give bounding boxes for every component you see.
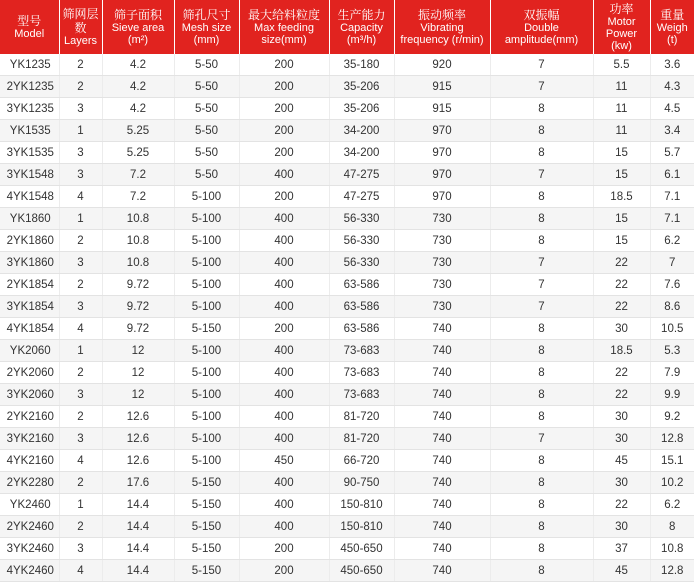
cell-mesh-size: 5-150: [174, 318, 239, 340]
cell-weight: 4.5: [650, 98, 694, 120]
cell-capacity: 81-720: [329, 406, 394, 428]
cell-layers: 2: [59, 274, 102, 296]
cell-capacity: 34-200: [329, 120, 394, 142]
cell-max-feeding-size: 400: [239, 208, 329, 230]
cell-motor-power: 15: [593, 230, 650, 252]
cell-max-feeding-size: 400: [239, 164, 329, 186]
header-model-en: Model: [14, 28, 45, 40]
header-capacity-zh: 生产能力: [337, 8, 386, 22]
cell-model: 3YK1854: [0, 296, 59, 318]
cell-model: 3YK2460: [0, 538, 59, 560]
header-capacity: [329, 0, 394, 54]
table-row: [0, 538, 694, 560]
table-row: [0, 318, 694, 340]
cell-weight: 6.2: [650, 230, 694, 252]
header-layers: [59, 0, 102, 54]
cell-max-feeding-size: 200: [239, 120, 329, 142]
cell-mesh-size: 5-150: [174, 538, 239, 560]
table-body: [0, 54, 694, 582]
cell-motor-power: 22: [593, 384, 650, 406]
cell-vibrating-frequency: 730: [394, 208, 490, 230]
cell-capacity: 450-650: [329, 560, 394, 582]
cell-vibrating-frequency: 740: [394, 450, 490, 472]
cell-capacity: 450-650: [329, 538, 394, 560]
cell-max-feeding-size: 200: [239, 318, 329, 340]
table-row: [0, 384, 694, 406]
cell-max-feeding-size: 200: [239, 76, 329, 98]
table-row: [0, 274, 694, 296]
table-row: [0, 560, 694, 582]
cell-model: 3YK1535: [0, 142, 59, 164]
cell-sieve-area: 7.2: [102, 186, 174, 208]
table-header: [0, 0, 694, 54]
cell-sieve-area: 4.2: [102, 76, 174, 98]
cell-capacity: 73-683: [329, 340, 394, 362]
cell-model: YK1535: [0, 120, 59, 142]
cell-mesh-size: 5-50: [174, 54, 239, 76]
cell-mesh-size: 5-50: [174, 76, 239, 98]
header-double-amplitude-zh: 双振幅: [523, 8, 560, 22]
cell-double-amplitude: 7: [490, 428, 593, 450]
cell-weight: 9.9: [650, 384, 694, 406]
header-layers-en: Layers: [63, 35, 98, 47]
cell-double-amplitude: 8: [490, 230, 593, 252]
cell-model: YK1235: [0, 54, 59, 76]
cell-max-feeding-size: 400: [239, 362, 329, 384]
cell-double-amplitude: 8: [490, 472, 593, 494]
header-double-amplitude: [490, 0, 593, 54]
cell-motor-power: 45: [593, 560, 650, 582]
cell-layers: 3: [59, 164, 102, 186]
cell-model: 4YK2160: [0, 450, 59, 472]
cell-sieve-area: 10.8: [102, 252, 174, 274]
cell-vibrating-frequency: 915: [394, 76, 490, 98]
cell-motor-power: 15: [593, 164, 650, 186]
table-row: [0, 98, 694, 120]
cell-motor-power: 37: [593, 538, 650, 560]
cell-sieve-area: 4.2: [102, 54, 174, 76]
cell-double-amplitude: 8: [490, 186, 593, 208]
cell-sieve-area: 4.2: [102, 98, 174, 120]
cell-layers: 1: [59, 494, 102, 516]
cell-capacity: 150-810: [329, 494, 394, 516]
cell-vibrating-frequency: 970: [394, 186, 490, 208]
cell-sieve-area: 17.6: [102, 472, 174, 494]
cell-weight: 9.2: [650, 406, 694, 428]
cell-sieve-area: 14.4: [102, 516, 174, 538]
cell-sieve-area: 9.72: [102, 318, 174, 340]
header-mesh-size-en: Mesh size (mm): [181, 22, 232, 46]
cell-capacity: 66-720: [329, 450, 394, 472]
cell-layers: 3: [59, 252, 102, 274]
cell-double-amplitude: 8: [490, 516, 593, 538]
cell-double-amplitude: 8: [490, 384, 593, 406]
cell-vibrating-frequency: 740: [394, 560, 490, 582]
cell-weight: 4.3: [650, 76, 694, 98]
cell-capacity: 73-683: [329, 362, 394, 384]
cell-capacity: 35-206: [329, 98, 394, 120]
table-row: [0, 230, 694, 252]
cell-layers: 1: [59, 208, 102, 230]
table-row: [0, 252, 694, 274]
cell-double-amplitude: 8: [490, 120, 593, 142]
cell-vibrating-frequency: 730: [394, 252, 490, 274]
cell-layers: 1: [59, 340, 102, 362]
cell-vibrating-frequency: 740: [394, 406, 490, 428]
cell-layers: 2: [59, 76, 102, 98]
cell-double-amplitude: 8: [490, 560, 593, 582]
header-model: [0, 0, 59, 54]
cell-double-amplitude: 7: [490, 54, 593, 76]
table-row: [0, 450, 694, 472]
cell-weight: 8.6: [650, 296, 694, 318]
cell-mesh-size: 5-100: [174, 362, 239, 384]
cell-layers: 3: [59, 296, 102, 318]
cell-double-amplitude: 8: [490, 362, 593, 384]
cell-mesh-size: 5-100: [174, 186, 239, 208]
cell-motor-power: 22: [593, 252, 650, 274]
cell-model: YK2060: [0, 340, 59, 362]
cell-layers: 2: [59, 230, 102, 252]
cell-motor-power: 18.5: [593, 186, 650, 208]
cell-sieve-area: 5.25: [102, 120, 174, 142]
cell-motor-power: 18.5: [593, 340, 650, 362]
cell-max-feeding-size: 200: [239, 538, 329, 560]
cell-layers: 3: [59, 538, 102, 560]
header-model-zh: 型号: [17, 14, 42, 28]
cell-weight: 5.3: [650, 340, 694, 362]
cell-vibrating-frequency: 740: [394, 318, 490, 340]
cell-sieve-area: 12.6: [102, 450, 174, 472]
cell-sieve-area: 5.25: [102, 142, 174, 164]
table-row: [0, 428, 694, 450]
cell-weight: 12.8: [650, 560, 694, 582]
cell-vibrating-frequency: 915: [394, 98, 490, 120]
cell-max-feeding-size: 400: [239, 296, 329, 318]
cell-capacity: 35-180: [329, 54, 394, 76]
cell-max-feeding-size: 400: [239, 274, 329, 296]
cell-vibrating-frequency: 740: [394, 362, 490, 384]
cell-layers: 3: [59, 428, 102, 450]
header-motor-power-en: Motor Power (kw): [605, 16, 638, 52]
cell-model: 2YK2460: [0, 516, 59, 538]
cell-capacity: 63-586: [329, 274, 394, 296]
cell-motor-power: 11: [593, 120, 650, 142]
cell-motor-power: 11: [593, 76, 650, 98]
cell-weight: 7.6: [650, 274, 694, 296]
cell-layers: 3: [59, 384, 102, 406]
header-vibrating-frequency-en: Vibrating frequency (r/min): [400, 22, 484, 46]
cell-double-amplitude: 7: [490, 274, 593, 296]
header-weight: [650, 0, 694, 54]
table-row: [0, 208, 694, 230]
cell-model: 3YK1235: [0, 98, 59, 120]
cell-sieve-area: 12: [102, 362, 174, 384]
cell-layers: 2: [59, 516, 102, 538]
cell-mesh-size: 5-100: [174, 450, 239, 472]
cell-weight: 12.8: [650, 428, 694, 450]
cell-mesh-size: 5-50: [174, 142, 239, 164]
table-row: [0, 296, 694, 318]
cell-double-amplitude: 8: [490, 208, 593, 230]
table-row: [0, 494, 694, 516]
header-max-feeding-size-zh: 最大给料粒度: [247, 8, 320, 22]
cell-double-amplitude: 7: [490, 76, 593, 98]
cell-vibrating-frequency: 740: [394, 494, 490, 516]
cell-motor-power: 5.5: [593, 54, 650, 76]
header-double-amplitude-en: Double amplitude(mm): [504, 22, 579, 46]
cell-motor-power: 22: [593, 274, 650, 296]
cell-sieve-area: 10.8: [102, 230, 174, 252]
cell-double-amplitude: 8: [490, 318, 593, 340]
cell-model: 2YK1854: [0, 274, 59, 296]
table-row: [0, 362, 694, 384]
cell-weight: 15.1: [650, 450, 694, 472]
table-row: [0, 142, 694, 164]
cell-capacity: 73-683: [329, 384, 394, 406]
cell-max-feeding-size: 200: [239, 142, 329, 164]
cell-vibrating-frequency: 730: [394, 296, 490, 318]
cell-motor-power: 30: [593, 318, 650, 340]
cell-weight: 6.1: [650, 164, 694, 186]
cell-max-feeding-size: 200: [239, 186, 329, 208]
cell-capacity: 47-275: [329, 186, 394, 208]
cell-weight: 7.1: [650, 186, 694, 208]
cell-mesh-size: 5-100: [174, 428, 239, 450]
cell-weight: 3.6: [650, 54, 694, 76]
cell-sieve-area: 9.72: [102, 296, 174, 318]
cell-sieve-area: 14.4: [102, 560, 174, 582]
cell-motor-power: 11: [593, 98, 650, 120]
cell-sieve-area: 12: [102, 340, 174, 362]
cell-model: 2YK2160: [0, 406, 59, 428]
cell-weight: 7.9: [650, 362, 694, 384]
cell-weight: 3.4: [650, 120, 694, 142]
cell-double-amplitude: 8: [490, 142, 593, 164]
cell-vibrating-frequency: 740: [394, 384, 490, 406]
cell-capacity: 56-330: [329, 252, 394, 274]
cell-model: 4YK1548: [0, 186, 59, 208]
cell-vibrating-frequency: 730: [394, 230, 490, 252]
cell-motor-power: 30: [593, 516, 650, 538]
cell-max-feeding-size: 400: [239, 384, 329, 406]
cell-capacity: 63-586: [329, 296, 394, 318]
table-row: [0, 186, 694, 208]
cell-layers: 4: [59, 186, 102, 208]
cell-sieve-area: 12.6: [102, 428, 174, 450]
cell-max-feeding-size: 200: [239, 560, 329, 582]
cell-motor-power: 30: [593, 406, 650, 428]
cell-vibrating-frequency: 740: [394, 538, 490, 560]
header-mesh-size: [174, 0, 239, 54]
cell-sieve-area: 14.4: [102, 538, 174, 560]
cell-mesh-size: 5-100: [174, 252, 239, 274]
header-sieve-area: [102, 0, 174, 54]
cell-vibrating-frequency: 970: [394, 120, 490, 142]
cell-model: 2YK2280: [0, 472, 59, 494]
cell-model: YK1860: [0, 208, 59, 230]
header-layers-zh: 筛网层数: [62, 7, 99, 35]
cell-sieve-area: 9.72: [102, 274, 174, 296]
cell-model: 4YK1854: [0, 318, 59, 340]
cell-double-amplitude: 8: [490, 494, 593, 516]
cell-layers: 3: [59, 98, 102, 120]
cell-model: 3YK1548: [0, 164, 59, 186]
table-row: [0, 120, 694, 142]
table-row: [0, 164, 694, 186]
cell-max-feeding-size: 400: [239, 516, 329, 538]
cell-sieve-area: 14.4: [102, 494, 174, 516]
cell-double-amplitude: 7: [490, 164, 593, 186]
cell-sieve-area: 7.2: [102, 164, 174, 186]
cell-vibrating-frequency: 740: [394, 340, 490, 362]
cell-mesh-size: 5-150: [174, 516, 239, 538]
header-vibrating-frequency: [394, 0, 490, 54]
cell-double-amplitude: 7: [490, 252, 593, 274]
cell-capacity: 35-206: [329, 76, 394, 98]
cell-layers: 1: [59, 120, 102, 142]
cell-motor-power: 22: [593, 362, 650, 384]
table-row: [0, 406, 694, 428]
table-row: [0, 76, 694, 98]
cell-layers: 2: [59, 472, 102, 494]
cell-sieve-area: 10.8: [102, 208, 174, 230]
cell-weight: 6.2: [650, 494, 694, 516]
cell-model: 2YK1860: [0, 230, 59, 252]
cell-max-feeding-size: 400: [239, 494, 329, 516]
cell-mesh-size: 5-100: [174, 274, 239, 296]
cell-motor-power: 30: [593, 472, 650, 494]
cell-mesh-size: 5-100: [174, 230, 239, 252]
cell-mesh-size: 5-50: [174, 120, 239, 142]
cell-mesh-size: 5-150: [174, 472, 239, 494]
cell-max-feeding-size: 400: [239, 428, 329, 450]
cell-motor-power: 15: [593, 142, 650, 164]
cell-mesh-size: 5-50: [174, 164, 239, 186]
cell-mesh-size: 5-100: [174, 384, 239, 406]
cell-layers: 4: [59, 318, 102, 340]
cell-max-feeding-size: 400: [239, 252, 329, 274]
cell-layers: 2: [59, 406, 102, 428]
cell-capacity: 81-720: [329, 428, 394, 450]
cell-mesh-size: 5-100: [174, 406, 239, 428]
cell-motor-power: 30: [593, 428, 650, 450]
table-row: [0, 516, 694, 538]
cell-model: 4YK2460: [0, 560, 59, 582]
cell-layers: 3: [59, 142, 102, 164]
cell-capacity: 56-330: [329, 230, 394, 252]
cell-mesh-size: 5-100: [174, 208, 239, 230]
cell-mesh-size: 5-50: [174, 98, 239, 120]
cell-max-feeding-size: 400: [239, 472, 329, 494]
cell-capacity: 47-275: [329, 164, 394, 186]
header-sieve-area-en: Sieve area (m²): [111, 22, 165, 46]
cell-weight: 8: [650, 516, 694, 538]
header-max-feeding-size: [239, 0, 329, 54]
cell-weight: 7.1: [650, 208, 694, 230]
header-vibrating-frequency-zh: 振动频率: [417, 8, 466, 22]
cell-model: 2YK2060: [0, 362, 59, 384]
cell-layers: 2: [59, 54, 102, 76]
cell-capacity: 150-810: [329, 516, 394, 538]
header-weight-zh: 重量: [660, 8, 685, 22]
cell-capacity: 56-330: [329, 208, 394, 230]
cell-vibrating-frequency: 920: [394, 54, 490, 76]
cell-double-amplitude: 8: [490, 538, 593, 560]
cell-sieve-area: 12: [102, 384, 174, 406]
cell-weight: 10.8: [650, 538, 694, 560]
cell-model: 3YK2060: [0, 384, 59, 406]
cell-model: 3YK2160: [0, 428, 59, 450]
header-weight-en: Weigh (t): [656, 22, 688, 46]
header-row: [0, 0, 694, 54]
cell-vibrating-frequency: 970: [394, 142, 490, 164]
cell-model: 2YK1235: [0, 76, 59, 98]
cell-mesh-size: 5-150: [174, 494, 239, 516]
cell-double-amplitude: 8: [490, 450, 593, 472]
cell-weight: 10.2: [650, 472, 694, 494]
table-row: [0, 340, 694, 362]
cell-sieve-area: 12.6: [102, 406, 174, 428]
cell-layers: 2: [59, 362, 102, 384]
cell-double-amplitude: 8: [490, 406, 593, 428]
cell-max-feeding-size: 200: [239, 98, 329, 120]
cell-weight: 7: [650, 252, 694, 274]
table-row: [0, 472, 694, 494]
cell-max-feeding-size: 450: [239, 450, 329, 472]
cell-weight: 5.7: [650, 142, 694, 164]
cell-double-amplitude: 8: [490, 340, 593, 362]
cell-vibrating-frequency: 970: [394, 164, 490, 186]
cell-capacity: 63-586: [329, 318, 394, 340]
cell-weight: 10.5: [650, 318, 694, 340]
cell-max-feeding-size: 400: [239, 230, 329, 252]
cell-mesh-size: 5-100: [174, 296, 239, 318]
cell-vibrating-frequency: 740: [394, 472, 490, 494]
cell-vibrating-frequency: 740: [394, 428, 490, 450]
cell-max-feeding-size: 200: [239, 54, 329, 76]
cell-layers: 4: [59, 450, 102, 472]
header-sieve-area-zh: 筛子面积: [113, 8, 162, 22]
cell-double-amplitude: 8: [490, 98, 593, 120]
header-motor-power: [593, 0, 650, 54]
header-mesh-size-zh: 筛孔尺寸: [182, 8, 231, 22]
cell-vibrating-frequency: 730: [394, 274, 490, 296]
header-capacity-en: Capacity (m³/h): [340, 22, 383, 46]
cell-vibrating-frequency: 740: [394, 516, 490, 538]
header-max-feeding-size-en: Max feeding size(mm): [254, 22, 314, 46]
cell-mesh-size: 5-150: [174, 560, 239, 582]
cell-model: YK2460: [0, 494, 59, 516]
cell-layers: 4: [59, 560, 102, 582]
cell-motor-power: 15: [593, 208, 650, 230]
table-row: [0, 54, 694, 76]
cell-mesh-size: 5-100: [174, 340, 239, 362]
cell-double-amplitude: 7: [490, 296, 593, 318]
cell-model: 3YK1860: [0, 252, 59, 274]
cell-capacity: 90-750: [329, 472, 394, 494]
cell-max-feeding-size: 400: [239, 406, 329, 428]
cell-motor-power: 22: [593, 296, 650, 318]
cell-motor-power: 22: [593, 494, 650, 516]
cell-max-feeding-size: 400: [239, 340, 329, 362]
cell-motor-power: 45: [593, 450, 650, 472]
header-motor-power-zh: 功率: [609, 2, 634, 16]
cell-capacity: 34-200: [329, 142, 394, 164]
